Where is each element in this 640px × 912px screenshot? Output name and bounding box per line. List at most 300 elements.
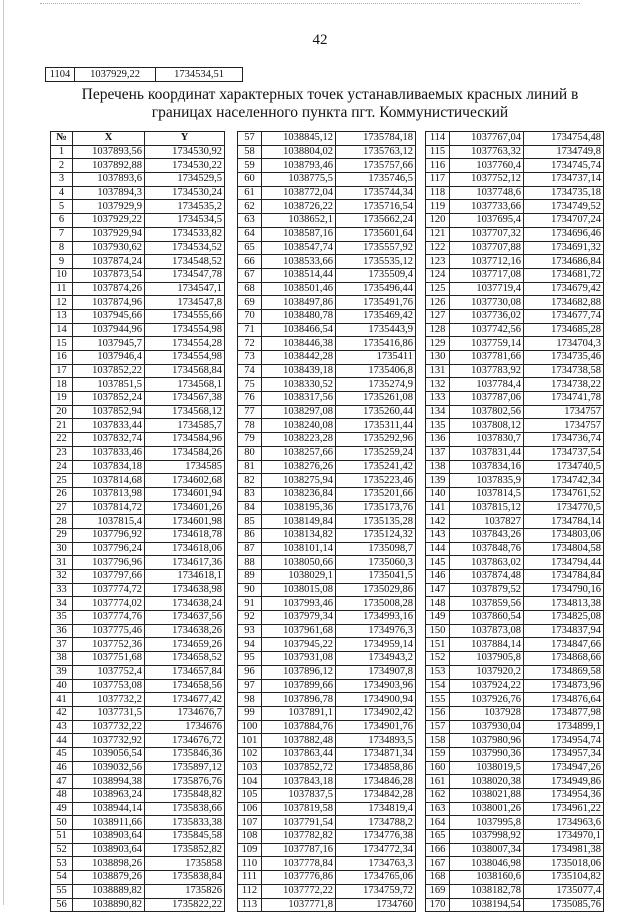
table-row [426,227,604,241]
y-coordinate: 1734530,92 [145,145,225,159]
table-row [426,268,604,282]
point-number: 74 [238,364,262,378]
x-coordinate: 1037893,6 [73,173,145,187]
point-number: 76 [238,392,262,406]
x-coordinate: 1037707,88 [450,241,524,255]
x-coordinate: 1037796,92 [73,528,145,542]
table-row [426,570,604,584]
x-coordinate: 1037775,46 [73,624,145,638]
x-coordinate: 1037813,98 [73,487,145,501]
y-coordinate: 1735601,64 [336,227,416,241]
y-coordinate: 1734534,5 [145,214,225,228]
y-coordinate: 1734547,8 [145,296,225,310]
point-number: 98 [238,693,262,707]
table-row [51,679,225,693]
table-row [51,802,225,816]
y-coordinate: 1735852,82 [145,843,225,857]
page-number: 42 [312,32,328,48]
x-coordinate: 1037787,06 [450,392,524,406]
y-coordinate: 1734704,3 [524,337,604,351]
x-coordinate: 1038439,18 [262,364,336,378]
x-coordinate: 1038223,28 [262,433,336,447]
point-number: 169 [426,884,450,898]
y-coordinate: 1735848,82 [145,789,225,803]
y-coordinate: 1735201,66 [336,487,416,501]
x-coordinate: 1037834,16 [450,460,524,474]
table-row [51,241,225,255]
table-row [238,419,416,433]
x-coordinate: 1038297,08 [262,405,336,419]
table-row [51,624,225,638]
table-row [51,200,225,214]
point-number: 70 [238,309,262,323]
point-number: 34 [51,597,73,611]
table-row [51,227,225,241]
table-row [51,747,225,761]
x-coordinate: 1037931,08 [262,652,336,666]
y-coordinate: 1735060,3 [336,556,416,570]
x-coordinate: 1038001,26 [450,802,524,816]
x-coordinate: 1038994,38 [73,775,145,789]
y-coordinate: 1734759,72 [336,884,416,898]
table-row [426,802,604,816]
y-coordinate: 1735077,4 [524,884,604,898]
y-coordinate: 1734976,3 [336,624,416,638]
point-number: 58 [238,145,262,159]
y-coordinate: 1734876,64 [524,693,604,707]
table-row [238,556,416,570]
x-coordinate: 1038903,64 [73,830,145,844]
y-coordinate: 1734568,84 [145,364,225,378]
y-coordinate: 1734784,84 [524,570,604,584]
y-coordinate: 1734742,34 [524,474,604,488]
x-coordinate: 1038050,66 [262,556,336,570]
y-coordinate: 1734618,06 [145,542,225,556]
x-coordinate: 1037837,5 [262,789,336,803]
point-number: 154 [426,679,450,693]
point-number: 69 [238,296,262,310]
table-row [426,214,604,228]
table-row [51,789,225,803]
table-row [426,652,604,666]
x-coordinate: 1037979,34 [262,611,336,625]
y-coordinate: 1734735,18 [524,186,604,200]
x-coordinate: 1037796,24 [73,542,145,556]
y-coordinate: 1734819,4 [336,802,416,816]
point-number: 17 [51,364,73,378]
table-row [51,761,225,775]
x-coordinate: 1037894,3 [73,186,145,200]
x-coordinate: 1037776,86 [262,871,336,885]
table-row [426,515,604,529]
point-number: 79 [238,433,262,447]
point-number: 14 [51,323,73,337]
x-coordinate: 1037815,4 [73,515,145,529]
point-number: 168 [426,871,450,885]
point-number: 133 [426,392,450,406]
y-coordinate: 1734686,84 [524,255,604,269]
y-coordinate: 1735744,34 [336,186,416,200]
point-number: 2 [51,159,73,173]
point-number: 12 [51,296,73,310]
table-row [426,720,604,734]
y-coordinate: 1734738,22 [524,378,604,392]
point-number: 101 [238,734,262,748]
x-coordinate: 1037763,32 [450,145,524,159]
x-coordinate: 1037695,4 [450,214,524,228]
y-coordinate: 1734696,46 [524,227,604,241]
y-coordinate: 1735838,84 [145,871,225,885]
table-row [426,528,604,542]
y-coordinate: 1735173,76 [336,501,416,515]
y-coordinate: 1734957,34 [524,747,604,761]
y-coordinate: 1734899,1 [524,720,604,734]
point-number: 8 [51,241,73,255]
point-number: 120 [426,214,450,228]
point-number: 3 [51,173,73,187]
point-number: 80 [238,446,262,460]
point-number: 110 [238,857,262,871]
table-row [426,665,604,679]
point-number: 37 [51,638,73,652]
point-number: 61 [238,186,262,200]
y-coordinate: 1734547,78 [145,268,225,282]
point-number: 35 [51,611,73,625]
x-coordinate: 1037874,26 [73,282,145,296]
y-coordinate: 1734772,34 [336,843,416,857]
x-coordinate: 1037717,08 [450,268,524,282]
table-row [426,597,604,611]
y-coordinate: 1734763,3 [336,857,416,871]
table-row [238,145,416,159]
y-coordinate: 1735897,12 [145,761,225,775]
x-coordinate: 1037732,92 [73,734,145,748]
x-coordinate: 1038236,84 [262,487,336,501]
point-number: 151 [426,638,450,652]
table-row [426,241,604,255]
x-coordinate: 1037731,5 [73,706,145,720]
x-coordinate: 1037873,54 [73,268,145,282]
x-coordinate: 1037945,7 [73,337,145,351]
point-number: 16 [51,351,73,365]
y-coordinate: 1734602,68 [145,474,225,488]
point-number: 78 [238,419,262,433]
table-row [426,706,604,720]
point-number: 85 [238,515,262,529]
x-coordinate: 1037814,5 [450,487,524,501]
y-coordinate: 1734959,14 [336,638,416,652]
y-coordinate: 1734658,56 [145,679,225,693]
table-row [51,857,225,871]
y-coordinate: 1734949,86 [524,775,604,789]
x-coordinate: 1037751,68 [73,652,145,666]
table-row [51,214,225,228]
point-number: 11 [51,282,73,296]
table-row [238,652,416,666]
y-coordinate: 1734761,52 [524,487,604,501]
point-number: 7 [51,227,73,241]
y-coordinate: 1735535,12 [336,255,416,269]
table-row [238,501,416,515]
point-number: 50 [51,816,73,830]
y-coordinate: 1734981,38 [524,843,604,857]
y-coordinate: 1734943,2 [336,652,416,666]
x-coordinate: 1037851,5 [73,378,145,392]
point-number: 96 [238,665,262,679]
x-coordinate: 1037920,2 [450,665,524,679]
y-coordinate: 1734813,38 [524,597,604,611]
table-row [426,132,604,146]
table-row [238,227,416,241]
x-coordinate: 1037833,44 [73,419,145,433]
point-number: 148 [426,597,450,611]
x-coordinate: 1037882,48 [262,734,336,748]
x-coordinate: 1037848,76 [450,542,524,556]
point-number: 97 [238,679,262,693]
point-number: 45 [51,747,73,761]
table-row [51,843,225,857]
x-coordinate: 1038257,66 [262,446,336,460]
point-number: 55 [51,884,73,898]
table-row [51,268,225,282]
y-coordinate: 1734900,94 [336,693,416,707]
point-number: 113 [238,898,262,912]
point-number: 135 [426,419,450,433]
point-number: 116 [426,159,450,173]
point-number: 42 [51,706,73,720]
table-row [426,871,604,885]
x-coordinate: 1037782,82 [262,830,336,844]
x-coordinate: 1037730,08 [450,296,524,310]
x-coordinate: 1037893,56 [73,145,145,159]
table-row [238,816,416,830]
y-coordinate: 1734757 [524,405,604,419]
y-coordinate: 1735260,44 [336,405,416,419]
table-row [238,679,416,693]
table-row [426,857,604,871]
x-coordinate: 1037815,12 [450,501,524,515]
x-coordinate: 1038804,02 [262,145,336,159]
point-number: 81 [238,460,262,474]
x-coordinate: 1037752,36 [73,638,145,652]
y-coordinate: 1734869,58 [524,665,604,679]
point-number: 29 [51,528,73,542]
point-number: 40 [51,679,73,693]
y-coordinate: 1734617,36 [145,556,225,570]
x-coordinate: 1037859,56 [450,597,524,611]
y-coordinate: 1734677,42 [145,693,225,707]
point-number: 139 [426,474,450,488]
y-coordinate: 1734681,72 [524,268,604,282]
x-coordinate: 1037774,72 [73,583,145,597]
point-number: 111 [238,871,262,885]
x-coordinate: 1037719,4 [450,282,524,296]
table-row [51,583,225,597]
point-number: 75 [238,378,262,392]
x-coordinate: 1037752,12 [450,173,524,187]
point-number: 41 [51,693,73,707]
point-number: 104 [238,775,262,789]
y-coordinate: 1735846,36 [145,747,225,761]
y-coordinate: 1734803,06 [524,528,604,542]
point-number: 44 [51,734,73,748]
table-row [51,392,225,406]
table-row [426,282,604,296]
x-coordinate: 1037791,54 [262,816,336,830]
table-row [426,337,604,351]
point-number: 71 [238,323,262,337]
y-coordinate: 1734685,28 [524,323,604,337]
point-number: 99 [238,706,262,720]
x-coordinate: 1037736,02 [450,309,524,323]
x-coordinate: 1037874,96 [73,296,145,310]
table-row [238,802,416,816]
x-coordinate: 1037771,8 [262,898,336,912]
point-number: 28 [51,515,73,529]
table-row [51,693,225,707]
point-number: 145 [426,556,450,570]
y-coordinate: 1735763,12 [336,145,416,159]
table-row [51,720,225,734]
previous-page-table-tail [45,67,243,82]
x-coordinate: 1037778,84 [262,857,336,871]
point-number: 13 [51,309,73,323]
point-number: 100 [238,720,262,734]
x-coordinate: 1037930,04 [450,720,524,734]
y-coordinate: 1734637,56 [145,611,225,625]
table-row [426,392,604,406]
x-coordinate: 1037873,08 [450,624,524,638]
x-coordinate: 1038845,12 [262,132,336,146]
point-number: 6 [51,214,73,228]
y-coordinate: 1734737,14 [524,173,604,187]
point-number: 90 [238,583,262,597]
point-number: 20 [51,405,73,419]
table-row [51,652,225,666]
y-coordinate: 1735292,96 [336,433,416,447]
point-number: 36 [51,624,73,638]
x-coordinate: 1037712,16 [450,255,524,269]
table-row [238,570,416,584]
point-number: 30 [51,542,73,556]
table-row [51,378,225,392]
x-coordinate: 1037742,56 [450,323,524,337]
point-number: 165 [426,830,450,844]
point-number: 83 [238,487,262,501]
x-coordinate: 1037929,9 [73,200,145,214]
point-number: 167 [426,857,450,871]
y-coordinate: 1734682,88 [524,296,604,310]
y-coordinate: 1735041,5 [336,570,416,584]
table-row [426,624,604,638]
table-row [238,624,416,638]
point-number: 84 [238,501,262,515]
table-row [51,706,225,720]
point-number: 59 [238,159,262,173]
y-coordinate: 1735757,66 [336,159,416,173]
table-row [51,570,225,584]
table-row [51,830,225,844]
x-coordinate: 1038240,08 [262,419,336,433]
point-number: 141 [426,501,450,515]
table-row [51,542,225,556]
x-coordinate: 1037929,22 [73,214,145,228]
x-coordinate: 1038276,26 [262,460,336,474]
x-coordinate: 1037896,12 [262,665,336,679]
point-number: 86 [238,528,262,542]
table-row [238,706,416,720]
y-coordinate: 1734530,24 [145,186,225,200]
y-coordinate: 1734555,66 [145,309,225,323]
table-row [238,775,416,789]
y-coordinate: 1735274,9 [336,378,416,392]
point-number: 123 [426,255,450,269]
y-coordinate: 1734765,06 [336,871,416,885]
point-number: 130 [426,351,450,365]
x-coordinate: 1037767,04 [450,132,524,146]
x-coordinate: 1038879,26 [73,871,145,885]
y-coordinate: 1734790,16 [524,583,604,597]
point-number: 138 [426,460,450,474]
y-coordinate: 1735784,18 [336,132,416,146]
y-coordinate: 1734618,78 [145,528,225,542]
x-coordinate: 1037961,68 [262,624,336,638]
point-number: 22 [51,433,73,447]
table-row [238,789,416,803]
y-coordinate: 1734837,94 [524,624,604,638]
x-coordinate: 1037874,24 [73,255,145,269]
point-number: 49 [51,802,73,816]
x-coordinate: 1038514,44 [262,268,336,282]
point-number: 21 [51,419,73,433]
point-number: 149 [426,611,450,625]
table-row [426,843,604,857]
point-number: 108 [238,830,262,844]
point-number: 142 [426,515,450,529]
x-coordinate: 1037774,02 [73,597,145,611]
y-coordinate: 1734585,7 [145,419,225,433]
y-coordinate: 1734601,98 [145,515,225,529]
y-coordinate: 1734903,96 [336,679,416,693]
x-coordinate: 1038775,5 [262,173,336,187]
point-number: 122 [426,241,450,255]
x-coordinate: 1038015,08 [262,583,336,597]
y-coordinate: 1734735,46 [524,351,604,365]
table-row [238,460,416,474]
point-number: 66 [238,255,262,269]
point-number: 27 [51,501,73,515]
x-coordinate: 1037797,66 [73,570,145,584]
x-coordinate: 1037874,48 [450,570,524,584]
point-number: 153 [426,665,450,679]
table-row [426,255,604,269]
table-row [238,214,416,228]
x-coordinate: 1038898,26 [73,857,145,871]
table-row [426,761,604,775]
table-row [238,200,416,214]
y-coordinate: 1734659,26 [145,638,225,652]
y-coordinate: 1735311,44 [336,419,416,433]
table-row [426,884,604,898]
x-coordinate: 1037834,18 [73,460,145,474]
y-coordinate: 1734963,6 [524,816,604,830]
point-number: 92 [238,611,262,625]
point-number: 129 [426,337,450,351]
y-coordinate: 1734961,22 [524,802,604,816]
table-row [426,638,604,652]
point-number: 62 [238,200,262,214]
y-coordinate: 1734754,48 [524,132,604,146]
